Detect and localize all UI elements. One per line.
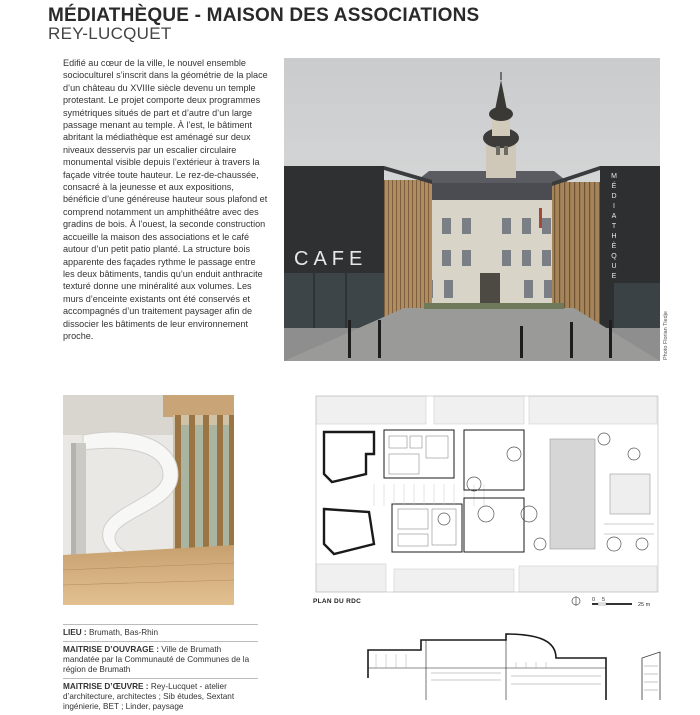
oeuvre-label: MAITRISE D’ŒUVRE : — [63, 682, 149, 691]
svg-text:M: M — [611, 173, 617, 180]
scale-label-5: 5 — [602, 597, 606, 603]
svg-text:I: I — [613, 203, 615, 210]
info-ouvrage — [63, 641, 258, 678]
scale-label-25: 25 m — [638, 602, 651, 608]
oeuvre-value: Rey-Lucquet - atelier d’architecture, architectes ; Sib études, Sextant ingénierie, BET ; Linder, paysage — [63, 682, 235, 711]
info-lieu — [63, 624, 258, 641]
exterior-photo — [284, 58, 660, 361]
svg-text:È: È — [611, 243, 617, 250]
plan-label: PLAN DU RDC — [313, 598, 362, 605]
ouvrage-label: MAITRISE D’OUVRAGE : — [63, 645, 159, 654]
svg-text:É: É — [611, 183, 617, 190]
cafe-sign: CAFE — [294, 248, 368, 270]
scale-bar — [570, 594, 660, 608]
elevation-fragment — [640, 648, 700, 700]
svg-text:U: U — [611, 263, 617, 270]
project-info — [63, 624, 258, 715]
interior-stair-photo — [63, 395, 234, 605]
building-section-drawing — [366, 628, 612, 700]
svg-text:D: D — [611, 193, 617, 200]
scale-label-0: 0 — [592, 597, 596, 603]
svg-text:H: H — [611, 233, 617, 240]
photo-credit: Photo Florian Tiedje — [663, 311, 669, 360]
project-description: Edifié au cœur de la ville, le nouvel ensemble socioculturel s’inscrit dans la géométrie de la place d’un château du XVIIIe siècle devenu un temple protestant. Le projet comporte deux programmes symétriques situés de part et d’autre d’un large passage menant au temple. À l’est, le bâtiment abritant la médiathèque est aménagé sur deux niveaux desservis par un escalier circulaire monumental visible depuis l’extérieur à travers la façade vitrée toute hauteur. Le rez-de-chaussée, consacré à la jeunesse et aux expositions, bénéficie d’une généreuse hauteur sous plafond et comprend notamment un amphithéâtre avec des gradins de bois. À l’ouest, la seconde construction accueille la maison des associations et le café autour d’un petit patio planté. La structure bois apparente des façades rythme le passage entre les deux bâtiments, tandis qu’un enduit anthracite texturé donne une minéralité aux volumes. Les murs d’enceinte existants ont été conservés et accompagnés d’un traitement paysager afin de dissocier les bâtiments de leur environnement proche. — [63, 58, 268, 341]
svg-text:Q: Q — [611, 253, 617, 260]
page-subtitle: REY-LUCQUET — [48, 24, 172, 43]
lieu-value: Brumath, Bas-Rhin — [88, 628, 159, 637]
info-oeuvre — [63, 678, 258, 715]
svg-text:T: T — [611, 223, 617, 230]
page-title: MÉDIATHÈQUE - MAISON DES ASSOCIATIONS — [48, 5, 480, 26]
svg-text:A: A — [611, 213, 617, 220]
svg-text:E: E — [611, 273, 617, 280]
ouvrage-value: Ville de Brumath mandatée par la Communauté de Communes de la région de Brumath — [63, 645, 250, 674]
lieu-label: LIEU : — [63, 628, 87, 637]
ground-floor-plan — [314, 394, 660, 594]
